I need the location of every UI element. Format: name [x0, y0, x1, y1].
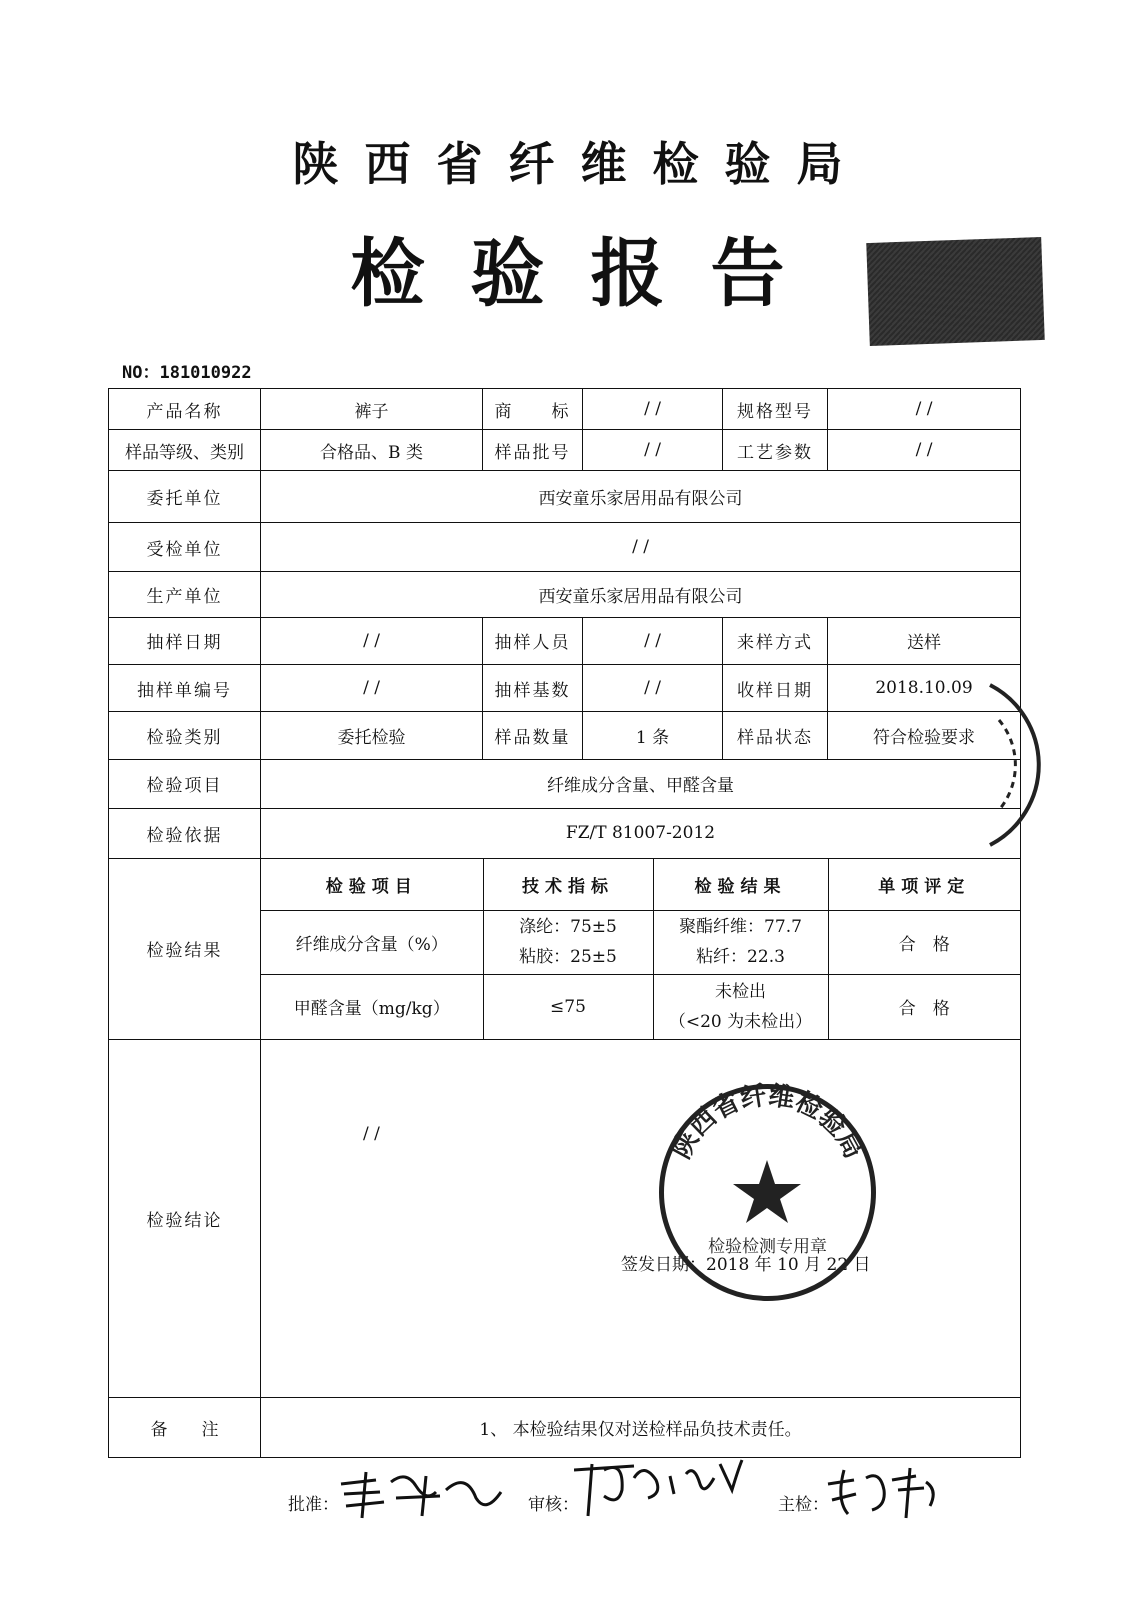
approver-signature — [336, 1462, 506, 1522]
results-table — [261, 859, 1020, 1039]
table-row — [109, 858, 1021, 1039]
results-spec — [483, 975, 653, 1039]
sampling-base-value: / / — [583, 664, 723, 711]
producer-value: 西安童乐家居用品有限公司 — [261, 572, 1021, 617]
results-header: 检验结果 — [653, 859, 828, 911]
results-header: 单项评定 — [828, 859, 1020, 911]
grade-value: 合格品、B 类 — [261, 430, 483, 471]
table-row — [109, 759, 1021, 808]
field-label: 检验类别 — [109, 712, 261, 759]
batch-value: / / — [583, 430, 723, 471]
process-value: / / — [828, 430, 1021, 471]
results-cell — [261, 858, 1021, 1039]
results-value-line: 未检出 — [715, 981, 766, 1002]
conclusion-cell — [261, 1039, 1021, 1397]
field-label: 规格型号 — [723, 389, 828, 430]
field-label: 检验项目 — [109, 759, 261, 808]
approve-label: 批准： — [288, 1495, 339, 1515]
results-item: 甲醛含量（mg/kg） — [261, 975, 483, 1039]
table-row — [109, 430, 1021, 471]
seal-star-icon — [733, 1160, 801, 1223]
table-row — [109, 389, 1021, 430]
results-value — [653, 910, 828, 974]
field-label: 样品数量 — [483, 712, 583, 759]
results-value — [653, 975, 828, 1039]
results-spec-line: ≤75 — [550, 996, 586, 1017]
field-label: 生产单位 — [109, 572, 261, 617]
edge-seal — [985, 680, 1055, 850]
reviewer-signature — [574, 1450, 744, 1520]
field-label: 抽样日期 — [109, 617, 261, 664]
results-value-line: 聚酯纤维：77.7 — [679, 917, 802, 938]
table-row — [109, 1398, 1021, 1458]
inspector-label: 主检： — [778, 1495, 829, 1515]
table-row — [109, 664, 1021, 711]
table-row — [109, 617, 1021, 664]
sample-qty-value: 1 条 — [583, 712, 723, 759]
model-value: / / — [828, 389, 1021, 430]
product-name-value: 裤子 — [261, 389, 483, 430]
test-type-value: 委托检验 — [261, 712, 483, 759]
field-label: 抽样基数 — [483, 664, 583, 711]
receive-date-value: 2018.10.09 — [828, 664, 1021, 711]
test-basis-value: FZ/T 81007-2012 — [261, 809, 1021, 858]
field-label: 样品批号 — [483, 430, 583, 471]
reviewer — [528, 1490, 579, 1515]
review-label: 审核： — [528, 1495, 579, 1515]
results-verdict: 合 格 — [828, 975, 1020, 1039]
results-label: 检验结果 — [109, 858, 261, 1039]
results-spec — [483, 910, 653, 974]
conclusion-text: / / — [363, 1123, 380, 1144]
field-label: 样品等级、类别 — [109, 430, 261, 471]
field-label: 商 标 — [483, 389, 583, 430]
results-verdict: 合 格 — [828, 910, 1020, 974]
remarks-label: 备 注 — [109, 1398, 261, 1458]
brand-value: / / — [583, 389, 723, 430]
results-row — [261, 975, 1020, 1039]
sampling-date-value: / / — [261, 617, 483, 664]
field-label: 样品状态 — [723, 712, 828, 759]
client-value: 西安童乐家居用品有限公司 — [261, 471, 1021, 522]
sampling-no-value: / / — [261, 664, 483, 711]
conclusion-label: 检验结论 — [109, 1039, 261, 1397]
field-label: 委托单位 — [109, 471, 261, 522]
approver — [288, 1490, 339, 1515]
field-label: 产品名称 — [109, 389, 261, 430]
results-value-line: 粘纤：22.3 — [696, 947, 785, 968]
sample-state-value: 符合检验要求 — [828, 712, 1021, 759]
chief-inspector — [778, 1490, 829, 1515]
table-row — [109, 522, 1021, 571]
results-header: 技术指标 — [483, 859, 653, 911]
table-row — [109, 471, 1021, 522]
sample-method-value: 送样 — [828, 617, 1021, 664]
field-label: 抽样单编号 — [109, 664, 261, 711]
test-items-value: 纤维成分含量、甲醛含量 — [261, 759, 1021, 808]
seal-bottom-text: 检验检测专用章 — [708, 1237, 827, 1257]
results-spec-line: 涤纶：75±5 — [519, 917, 617, 938]
results-header-row — [261, 859, 1020, 911]
issue-date: 签发日期：2018 年 10 月 22 日 — [621, 1254, 871, 1275]
table-row — [109, 1039, 1021, 1397]
redacted-photo — [866, 237, 1044, 346]
table-row — [109, 572, 1021, 617]
field-label: 收样日期 — [723, 664, 828, 711]
table-row — [109, 809, 1021, 858]
field-label: 工艺参数 — [723, 430, 828, 471]
remarks-text: 1、 本检验结果仅对送检样品负技术责任。 — [261, 1398, 1021, 1458]
table-row — [109, 712, 1021, 759]
results-item: 纤维成分含量（%） — [261, 910, 483, 974]
report-title: 检验报告 — [350, 231, 831, 317]
results-value-line: （<20 为未检出） — [668, 1011, 813, 1032]
results-header: 检验项目 — [261, 859, 483, 911]
field-label: 来样方式 — [723, 617, 828, 664]
seal-text: 陕西省纤维检验局 — [666, 1080, 869, 1164]
inspector-signature — [826, 1460, 946, 1520]
organization-title: 陕西省纤维检验局 — [292, 137, 869, 191]
field-label: 检验依据 — [109, 809, 261, 858]
report-number: NO：181010922 — [122, 363, 252, 383]
official-seal — [655, 1080, 880, 1305]
report-table — [108, 388, 1021, 1458]
field-label: 抽样人员 — [483, 617, 583, 664]
sampler-value: / / — [583, 617, 723, 664]
field-label: 受检单位 — [109, 522, 261, 571]
results-row — [261, 910, 1020, 974]
results-spec-line: 粘胶：25±5 — [519, 947, 617, 968]
inspected-value: / / — [261, 522, 1021, 571]
